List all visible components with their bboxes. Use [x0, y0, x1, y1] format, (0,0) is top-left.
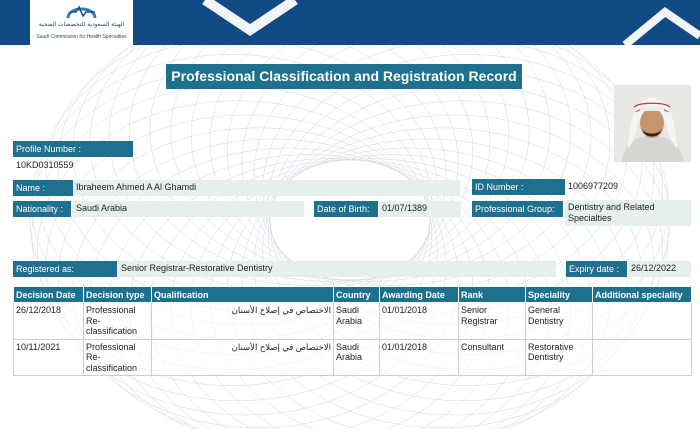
awarding-date-cell: 01/01/2018	[380, 339, 459, 376]
header-banner	[0, 0, 700, 45]
speciality-cell: Restorative Dentistry	[526, 339, 593, 376]
table-row	[14, 303, 692, 340]
date-of-birth-value: 01/07/1389	[379, 201, 461, 217]
additional-speciality-cell	[593, 339, 692, 376]
column-header: Country	[334, 287, 380, 303]
rank-cell: Consultant	[459, 339, 526, 376]
speciality-cell: General Dentistry	[526, 303, 593, 340]
column-header: Rank	[459, 287, 526, 303]
decision-date-cell: 26/12/2018	[14, 303, 84, 340]
profile-photo	[614, 85, 691, 162]
column-header: Decision type	[84, 287, 152, 303]
table-row	[14, 339, 692, 376]
profile-number-value: 10KD0310559	[16, 160, 74, 170]
additional-speciality-cell	[593, 303, 692, 340]
nationality-value: Saudi Arabia	[73, 201, 304, 217]
expiry-date-label: Expiry date :	[566, 261, 627, 277]
nationality-label: Nationality :	[13, 201, 71, 217]
person-avatar-icon	[614, 85, 691, 162]
logo-english-text: Saudi Commission for Health Specialties	[36, 34, 127, 40]
column-header: Awarding Date	[380, 287, 459, 303]
country-cell: Saudi Arabia	[334, 303, 380, 340]
id-number-label: ID Number :	[472, 179, 565, 195]
logo-arabic-text: الهيئة السعودية للتخصصات الصحية	[38, 22, 125, 28]
profile-number-label: Profile Number :	[13, 141, 133, 157]
logo-mark-icon	[30, 0, 133, 22]
column-header: Qualification	[152, 287, 334, 303]
organization-logo	[30, 0, 133, 45]
awarding-date-cell: 01/01/2018	[380, 303, 459, 340]
country-cell: Saudi Arabia	[334, 339, 380, 376]
table-header-row	[14, 287, 692, 303]
date-of-birth-label: Date of Birth:	[314, 201, 378, 217]
rank-cell: Senior Registrar	[459, 303, 526, 340]
column-header: Speciality	[526, 287, 593, 303]
decision-type-cell: Professional Re-classification	[84, 339, 152, 376]
name-value: Ibraheem Ahmed A Al Ghamdi	[73, 180, 460, 196]
professional-group-label: Professional Group:	[472, 201, 563, 217]
column-header: Additional speciality	[593, 287, 692, 303]
expiry-date-value: 26/12/2022	[628, 261, 691, 277]
id-number-value: 1006977209	[568, 181, 619, 191]
qualification-cell: الاختصاص في إصلاح الأسنان	[152, 339, 334, 376]
decision-date-cell: 10/11/2021	[14, 339, 84, 376]
registered-as-label: Registered as:	[13, 261, 117, 277]
name-label: Name :	[13, 180, 73, 196]
registered-as-value: Senior Registrar-Restorative Dentistry	[118, 261, 556, 277]
column-header: Decision Date	[14, 287, 84, 303]
decision-type-cell: Professional Re-classification	[84, 303, 152, 340]
qualification-cell: الاختصاص في إصلاح الأسنان	[152, 303, 334, 340]
page-title: Professional Classification and Registration Record	[166, 64, 522, 89]
professional-group-value: Dentistry and Related Specialties	[565, 200, 691, 226]
decisions-table	[13, 286, 692, 376]
